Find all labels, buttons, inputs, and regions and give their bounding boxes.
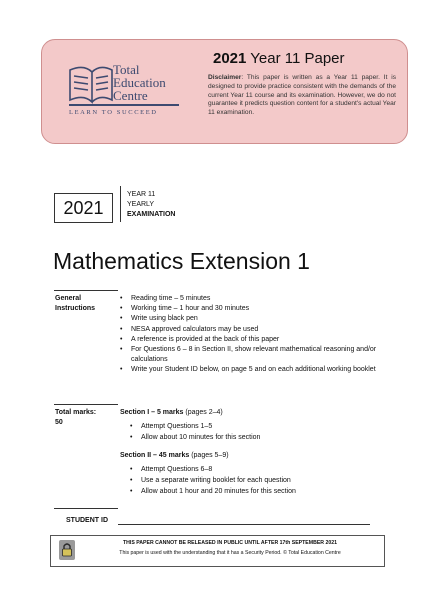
- list-item: • NESA approved calculators may be used: [118, 325, 403, 335]
- list-item: • Allow about 10 minutes for this section: [128, 432, 260, 443]
- disclaimer: [208, 74, 396, 118]
- exam-line-1: YEAR 11: [127, 191, 156, 198]
- footer-security-note: This paper is used with the understanding that it has a Security Period. © Total Education Centre: [119, 550, 341, 556]
- logo-divider: [69, 104, 179, 106]
- instructions-list: [118, 294, 403, 376]
- exam-line-2: YEARLY: [127, 201, 155, 208]
- section-1-pages: (pages 2–4): [183, 409, 223, 416]
- total-marks-value: 50: [55, 419, 63, 426]
- exam-line-3: EXAMINATION: [127, 211, 176, 218]
- exam-year-box: 2021: [54, 193, 113, 223]
- disclaimer-label: Disclaimer: [208, 74, 242, 81]
- section-1-title: [120, 408, 223, 418]
- instructions-label-1: General: [55, 295, 82, 302]
- paper-year: 2021: [213, 50, 247, 67]
- list-item: • Write your Student ID below, on page 5 and on each additional working booklet: [118, 365, 403, 375]
- section-2-heading: Section II – 45 marks: [120, 452, 190, 459]
- padlock-icon: [58, 539, 76, 561]
- footer-release-note: THIS PAPER CANNOT BE RELEASED IN PUBLIC UNTIL AFTER 17th SEPTEMBER 2021: [122, 540, 338, 546]
- paper-title-text: Year 11 Paper: [250, 50, 345, 67]
- list-item: • A reference is provided at the back of this paper: [118, 335, 403, 345]
- exam-type: [127, 190, 175, 220]
- list-item: • Allow about 1 hour and 20 minutes for this section: [128, 486, 296, 497]
- list-item: • For Questions 6 – 8 in Section II, show relevant mathematical reasoning and/or calculations: [118, 345, 403, 365]
- logo-tagline: LEARN TO SUCCEED: [69, 109, 158, 116]
- logo-wordmark: [113, 63, 166, 102]
- marks-rule: [54, 404, 118, 405]
- total-marks-label: [55, 408, 96, 428]
- instructions-label-2: Instructions: [55, 305, 96, 312]
- section-2-pages: (pages 5–9): [189, 452, 229, 459]
- section-1-list: [128, 421, 260, 443]
- instructions-label: [55, 294, 95, 314]
- subject-title: Mathematics Extension 1: [53, 248, 310, 274]
- student-id-rule: [54, 508, 118, 509]
- list-item: • Use a separate writing booklet for each question: [128, 475, 296, 486]
- disclaimer-text: : This paper is written as a Year 11 paper. It is designed to provide practice consistent with the demands of the current Year 11 course and its examination. However, we do not guarantee it predicts question content for a student's actual Year 11 examination.: [208, 74, 396, 117]
- instructions-rule: [54, 290, 118, 291]
- list-item: • Write using black pen: [118, 314, 403, 324]
- logo-line-1: Total: [113, 62, 140, 77]
- list-item: • Working time – 1 hour and 30 minutes: [118, 304, 403, 314]
- section-2-list: [128, 464, 296, 497]
- student-id-field[interactable]: [118, 524, 370, 525]
- logo-line-3: Centre: [113, 88, 148, 103]
- paper-title: [213, 50, 345, 67]
- logo-line-2: Education: [113, 75, 166, 90]
- student-id-label: STUDENT ID: [66, 517, 108, 524]
- list-item: • Attempt Questions 1–5: [128, 421, 260, 432]
- exam-divider: [120, 186, 121, 222]
- section-2-title: [120, 451, 229, 461]
- section-1-heading: Section I – 5 marks: [120, 409, 184, 416]
- total-marks-text: Total marks:: [55, 409, 97, 416]
- list-item: • Attempt Questions 6–8: [128, 464, 296, 475]
- list-item: • Reading time – 5 minutes: [118, 294, 403, 304]
